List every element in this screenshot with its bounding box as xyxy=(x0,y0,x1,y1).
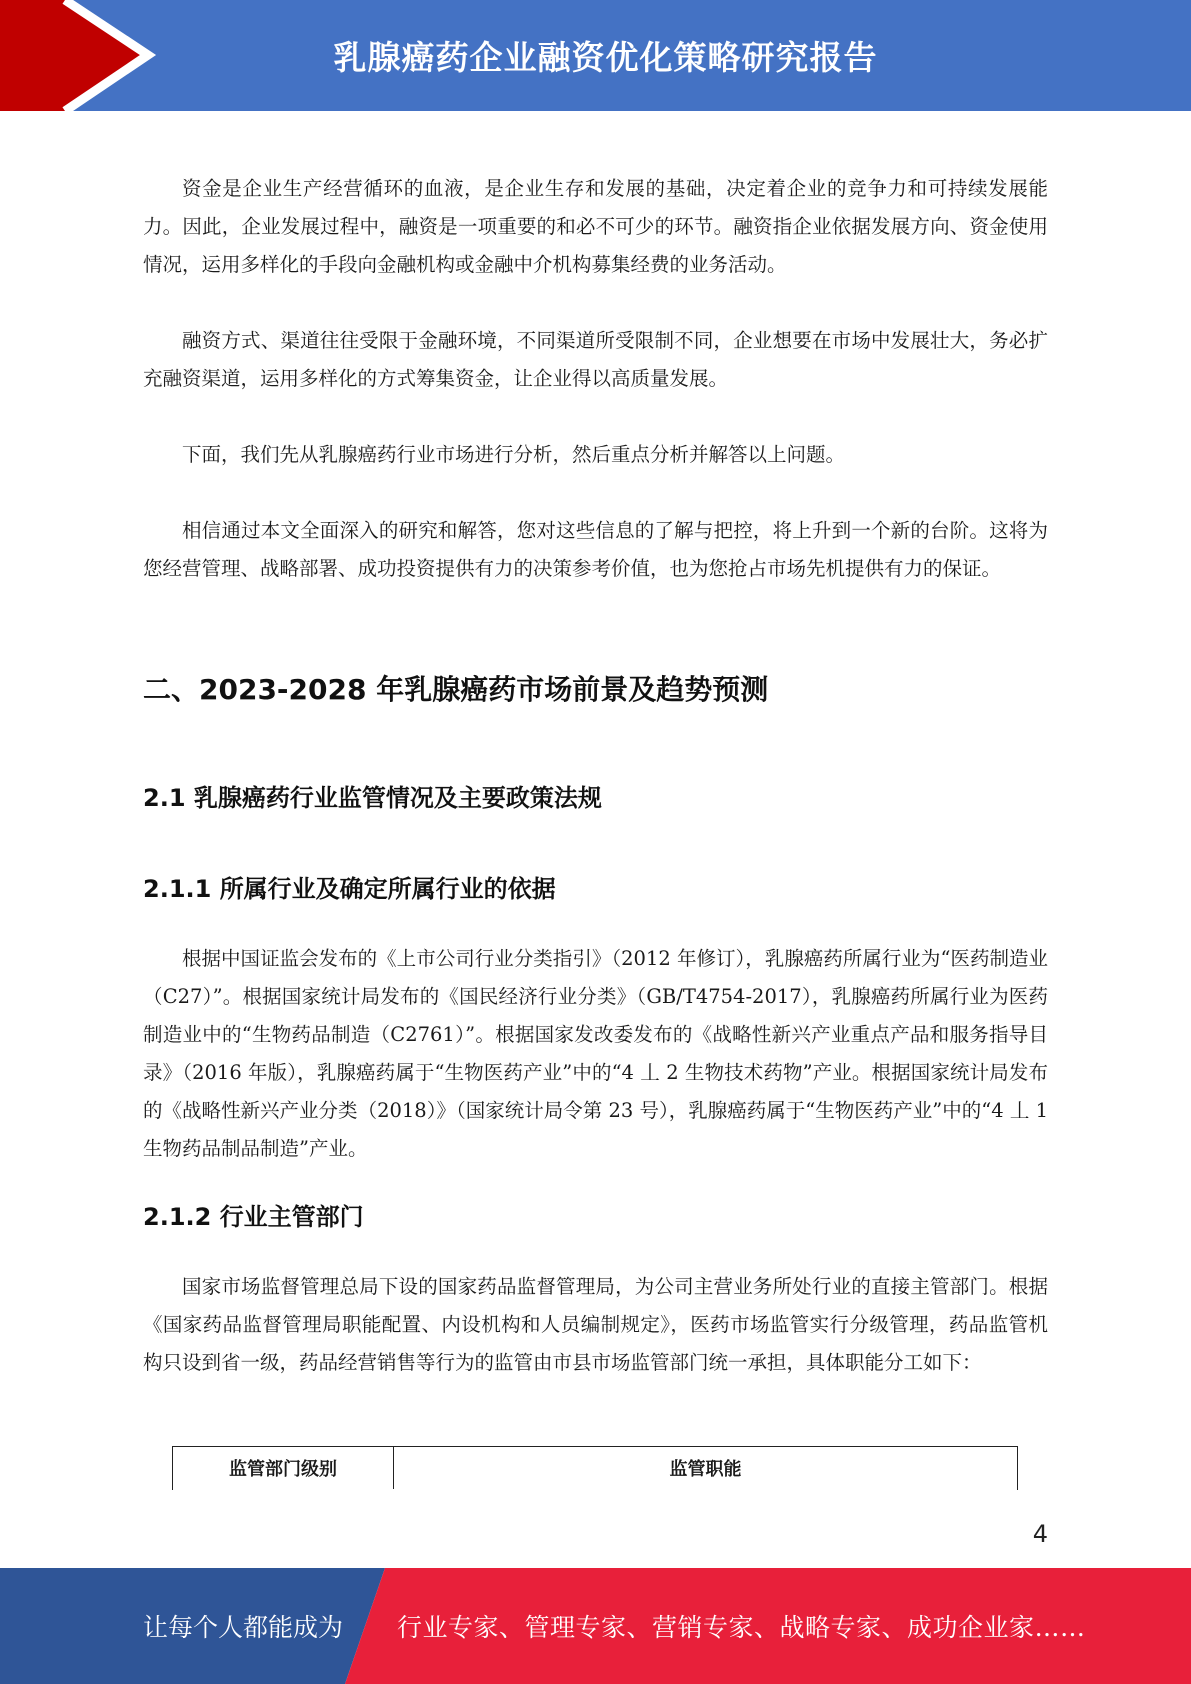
intro-paragraph-2: 融资方式、渠道往往受限于金融环境，不同渠道所受限制不同，企业想要在市场中发展壮大，务必扩充融资渠道，运用多样化的方式筹集资金，让企业得以高质量发展。 xyxy=(143,329,1048,390)
section-2-1-2-heading: 2.1.2 行业主管部门 xyxy=(143,1203,364,1231)
section-2-1-2-body xyxy=(143,1268,1048,1382)
footer-slogan-left: 让每个人都能成为 xyxy=(143,1613,344,1642)
section-2-heading: 二、2023-2028 年乳腺癌药市场前景及趋势预测 xyxy=(143,673,769,706)
footer-banner xyxy=(0,1568,1191,1684)
table-header-function: 监管职能 xyxy=(669,1459,742,1480)
page-number: 4 xyxy=(1032,1520,1048,1548)
table-header-dept-level: 监管部门级别 xyxy=(173,1447,394,1489)
intro-paragraph-1: 资金是企业生产经营循环的血液，是企业生存和发展的基础，决定着企业的竞争力和可持续发展能力。因此，企业发展过程中，融资是一项重要的和必不可少的环节。融资指企业依据发展方向、资金使用情况，运用多样化的手段向金融机构或金融中介机构募集经费的业务活动。 xyxy=(143,177,1048,276)
regulation-table xyxy=(172,1446,1018,1490)
intro-paragraph-4: 相信通过本文全面深入的研究和解答，您对这些信息的了解与把控，将上升到一个新的台阶。这将为您经营管理、战略部署、成功投资提供有力的决策参考价值，也为您抢占市场先机提供有力的保证。 xyxy=(143,519,1048,580)
intro-paragraph-3: 下面，我们先从乳腺癌药行业市场进行分析，然后重点分析并解答以上问题。 xyxy=(182,443,846,466)
regulator-paragraph: 国家市场监督管理总局下设的国家药品监督管理局，为公司主营业务所处行业的直接主管部门。根据《国家药品监督管理局职能配置、内设机构和人员编制规定》，医药市场监管实行分级管理，药品监管机构只设到省一级，药品经营销售等行为的监管由市县市场监管部门统一承担，具体职能分工如下： xyxy=(143,1275,1048,1374)
footer-slogan-right: 行业专家、管理专家、营销专家、战略专家、成功企业家…… xyxy=(397,1613,1086,1642)
header-banner xyxy=(0,0,1191,111)
section-2-1-1-heading: 2.1.1 所属行业及确定所属行业的依据 xyxy=(143,875,556,903)
report-title: 乳腺癌药企业融资优化策略研究报告 xyxy=(333,38,878,77)
industry-classification-paragraph: 根据中国证监会发布的《上市公司行业分类指引》（2012 年修订），乳腺癌药所属行业为“医药制造业（C27）”。根据国家统计局发布的《国民经济行业分类》（GB/T4754-2017），乳腺癌药所属行业为医药制造业中的“生物药品制造（C2761）”。根据国家发改委发布的《战略性新兴产业重点产品和服务指导目录》（2016 年版），乳腺癌药属于“生物医药产业”中的“4 丄 2 生物技术药物”产业。根据国家统计局发布的《战略性新兴产业分类（2018）》（国家统计局令第 23 号），乳腺癌药属于“生物医药产业”中的“4 丄 1 生物药品制品制造”产业。 xyxy=(143,947,1048,1160)
section-2-1-1-body xyxy=(143,940,1048,1168)
intro-section xyxy=(143,170,1048,588)
section-2-1-heading: 2.1 乳腺癌药行业监管情况及主要政策法规 xyxy=(143,784,602,812)
